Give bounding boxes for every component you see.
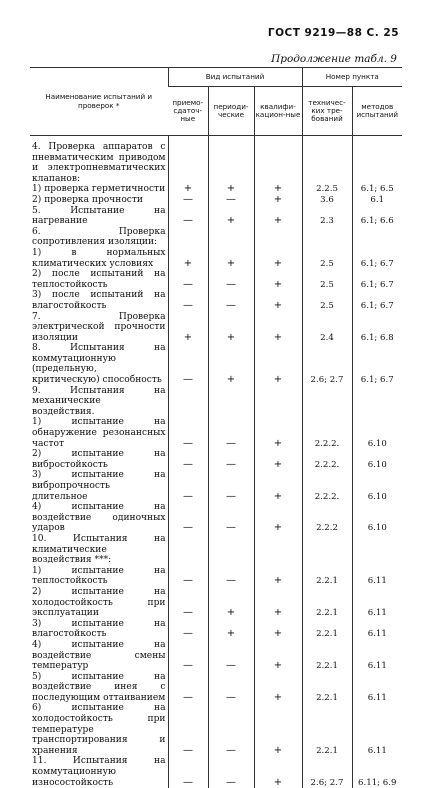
cell-tech-req-clause [302,136,352,185]
table-continuation-label: Продолжение табл. 9 [271,53,397,65]
tests-table [30,67,402,788]
cell-acceptance: — [168,449,208,470]
cell-test-name: 1) в нормальных климатических условиях [32,247,166,269]
cell-tech-req-clause: 2.6; 2.7 [302,343,352,385]
cell-tech-req-clause [302,534,352,566]
cell-method-clause: 6.1; 6.7 [352,248,402,269]
cell-periodic: — [208,502,254,534]
table-row [30,502,402,534]
cell-periodic [208,136,254,185]
cell-periodic: + [208,248,254,269]
cell-qualification [254,136,302,185]
cell-acceptance: + [168,248,208,269]
cell-tech-req-clause: 2.2.1 [302,619,352,640]
cell-acceptance [168,534,208,566]
cell-tech-req-clause: 2.4 [302,312,352,344]
cell-acceptance: — [168,619,208,640]
cell-tech-req-clause: 2.2.2. [302,470,352,502]
column-group-clause-number: Номер пункта [302,68,402,87]
cell-test-name: 8. Испытания на коммутационную (предельную, критическую) способность [32,343,166,386]
cell-periodic: + [208,343,254,385]
cell-periodic [208,534,254,566]
document-header: ГОСТ 9219—88 С. 25 [267,27,399,39]
cell-tech-req-clause: 3.6 [302,195,352,206]
table-row [30,470,402,502]
table-row [30,269,402,290]
cell-test-name: 6) испытание на холодостойкость при температуре транспортирования и хранения [32,703,166,756]
cell-method-clause: 6.10 [352,502,402,534]
column-header-periodic: периоди-ческие [208,87,254,136]
cell-test-name: 2) проверка прочности [32,194,143,205]
cell-qualification: + [254,248,302,269]
cell-acceptance: — [168,587,208,619]
table-row [30,449,402,470]
cell-method-clause: 6.11 [352,640,402,672]
cell-method-clause: 6.11 [352,703,402,756]
cell-acceptance: — [168,566,208,587]
cell-test-name: 1) испытание на обнаружение резонансных частот [32,417,166,449]
cell-tech-req-clause: 2.2.1 [302,587,352,619]
cell-qualification: + [254,587,302,619]
cell-test-name: 2) испытание на холодостойкость при эксплуатации [32,586,166,619]
cell-qualification: + [254,566,302,587]
cell-periodic [208,386,254,418]
cell-method-clause: 6.10 [352,417,402,449]
cell-method-clause: 6.1; 6.7 [352,269,402,290]
cell-test-name: 11. Испытания на коммутационную износостойкость [32,756,166,788]
cell-periodic: — [208,195,254,206]
cell-qualification: + [254,619,302,640]
cell-acceptance: — [168,206,208,227]
cell-test-name: 5) испытание на воздействие инея с последующим оттаиванием [32,671,166,703]
cell-tech-req-clause: 2.2.1 [302,672,352,704]
cell-method-clause: 6.1 [352,195,402,206]
cell-periodic: + [208,312,254,344]
cell-method-clause [352,534,402,566]
column-header-test-methods: методов испытаний [352,87,402,136]
table-row [30,343,402,385]
cell-acceptance: — [168,343,208,385]
table-row [30,703,402,756]
cell-acceptance: — [168,470,208,502]
cell-test-name: 4. Проверка аппаратов с пневматическим приводом и электропневматических клапанов: [32,142,166,184]
cell-method-clause: 6.11 [352,587,402,619]
cell-test-name: 9. Испытания на механические воздействия. [32,385,166,417]
cell-method-clause: 6.10 [352,470,402,502]
cell-periodic: — [208,417,254,449]
table-row [30,672,402,704]
cell-method-clause: 6.11 [352,672,402,704]
cell-qualification: + [254,703,302,756]
cell-periodic: + [208,184,254,195]
cell-periodic: — [208,756,254,788]
cell-method-clause: 6.10 [352,449,402,470]
table-row [30,248,402,269]
cell-test-name: 3) испытание на вибропрочность длительное [32,470,166,502]
cell-tech-req-clause: 2.5 [302,269,352,290]
cell-qualification: + [254,343,302,385]
table-row [30,756,402,788]
cell-tech-req-clause: 2.2.5 [302,184,352,195]
cell-periodic: — [208,640,254,672]
cell-qualification: + [254,290,302,311]
table-row [30,587,402,619]
column-header-tech-requirements: техничес-ких тре-бований [302,87,352,136]
cell-method-clause [352,386,402,418]
cell-tech-req-clause [302,227,352,248]
cell-method-clause: 6.1; 6.5 [352,184,402,195]
table-row [30,206,402,227]
cell-tech-req-clause: 2.3 [302,206,352,227]
cell-acceptance: — [168,502,208,534]
cell-qualification: + [254,502,302,534]
cell-tech-req-clause: 2.2.1 [302,703,352,756]
column-group-test-types: Вид испытаний [168,68,302,87]
cell-test-name: 6. Проверка сопротивления изоляции: [32,226,166,248]
cell-tech-req-clause: 2.2.2. [302,417,352,449]
cell-tech-req-clause: 2.2.2 [302,502,352,534]
cell-qualification: + [254,470,302,502]
cell-periodic: — [208,672,254,704]
cell-periodic [208,227,254,248]
cell-acceptance: — [168,195,208,206]
table-row [30,312,402,344]
cell-acceptance: — [168,290,208,311]
table-row [30,136,402,185]
cell-periodic: — [208,470,254,502]
cell-qualification: + [254,269,302,290]
cell-periodic: — [208,703,254,756]
cell-periodic: + [208,587,254,619]
column-header-name: Наименование испытаний и проверок * [30,68,168,136]
table-row [30,386,402,418]
cell-test-name: 2) испытание на вибростойкость [32,449,166,470]
cell-qualification: + [254,449,302,470]
cell-test-name: 3) испытание на влагостойкость [32,618,166,640]
cell-tech-req-clause: 2.5 [302,248,352,269]
cell-method-clause: 6.1; 6.7 [352,290,402,311]
cell-test-name: 1) испытание на теплостойкость [32,565,166,587]
cell-tech-req-clause: 2.2.1 [302,566,352,587]
cell-qualification: + [254,312,302,344]
cell-test-name: 7. Проверка электрической прочности изоляции [32,311,166,343]
cell-test-name: 2) после испытаний на теплостойкость [32,269,166,290]
cell-qualification: + [254,756,302,788]
cell-qualification: + [254,672,302,704]
cell-periodic: — [208,449,254,470]
cell-acceptance: + [168,184,208,195]
cell-method-clause [352,227,402,248]
cell-periodic: — [208,290,254,311]
table-row [30,195,402,206]
cell-qualification: + [254,195,302,206]
cell-acceptance [168,386,208,418]
cell-tech-req-clause: 2.5 [302,290,352,311]
cell-test-name: 4) испытание на воздействие смены температур [32,639,166,672]
cell-method-clause: 6.11 [352,619,402,640]
table-row [30,184,402,195]
cell-tech-req-clause: 2.2.2. [302,449,352,470]
cell-qualification: + [254,640,302,672]
table-row [30,566,402,587]
cell-qualification [254,534,302,566]
cell-periodic: + [208,619,254,640]
cell-acceptance [168,227,208,248]
cell-acceptance: — [168,703,208,756]
cell-qualification [254,227,302,248]
table-row [30,619,402,640]
cell-qualification: + [254,184,302,195]
table-row [30,417,402,449]
cell-method-clause: 6.1; 6.7 [352,343,402,385]
table-row [30,534,402,566]
cell-method-clause: 6.11 [352,566,402,587]
cell-acceptance: — [168,269,208,290]
cell-tech-req-clause [302,386,352,418]
cell-acceptance: — [168,756,208,788]
cell-test-name: 10. Испытания на климатические воздействия ***: [32,533,166,566]
cell-qualification [254,386,302,418]
column-header-acceptance: приемо-сдаточ-ные [168,87,208,136]
cell-periodic: — [208,566,254,587]
column-header-qualification: квалифи-кацион-ные [254,87,302,136]
cell-method-clause: 6.11; 6.9 [352,756,402,788]
cell-tech-req-clause: 2.2.1 [302,640,352,672]
cell-periodic: — [208,269,254,290]
cell-method-clause [352,136,402,185]
cell-method-clause: 6.1; 6.8 [352,312,402,344]
cell-acceptance [168,136,208,185]
cell-test-name: 3) после испытаний на влагостойкость [32,290,166,311]
cell-qualification: + [254,417,302,449]
cell-test-name: 1) проверка герметичности [32,184,166,195]
cell-acceptance: — [168,672,208,704]
cell-acceptance: — [168,640,208,672]
table-row [30,290,402,311]
cell-acceptance: — [168,417,208,449]
cell-tech-req-clause: 2.6; 2.7 [302,756,352,788]
cell-test-name: 5. Испытание на нагревание [32,205,166,227]
table-row [30,227,402,248]
table-row [30,640,402,672]
cell-periodic: + [208,206,254,227]
cell-test-name: 4) испытание на воздействие одиночных ударов [32,502,166,534]
cell-qualification: + [254,206,302,227]
cell-acceptance: + [168,312,208,344]
cell-method-clause: 6.1; 6.6 [352,206,402,227]
